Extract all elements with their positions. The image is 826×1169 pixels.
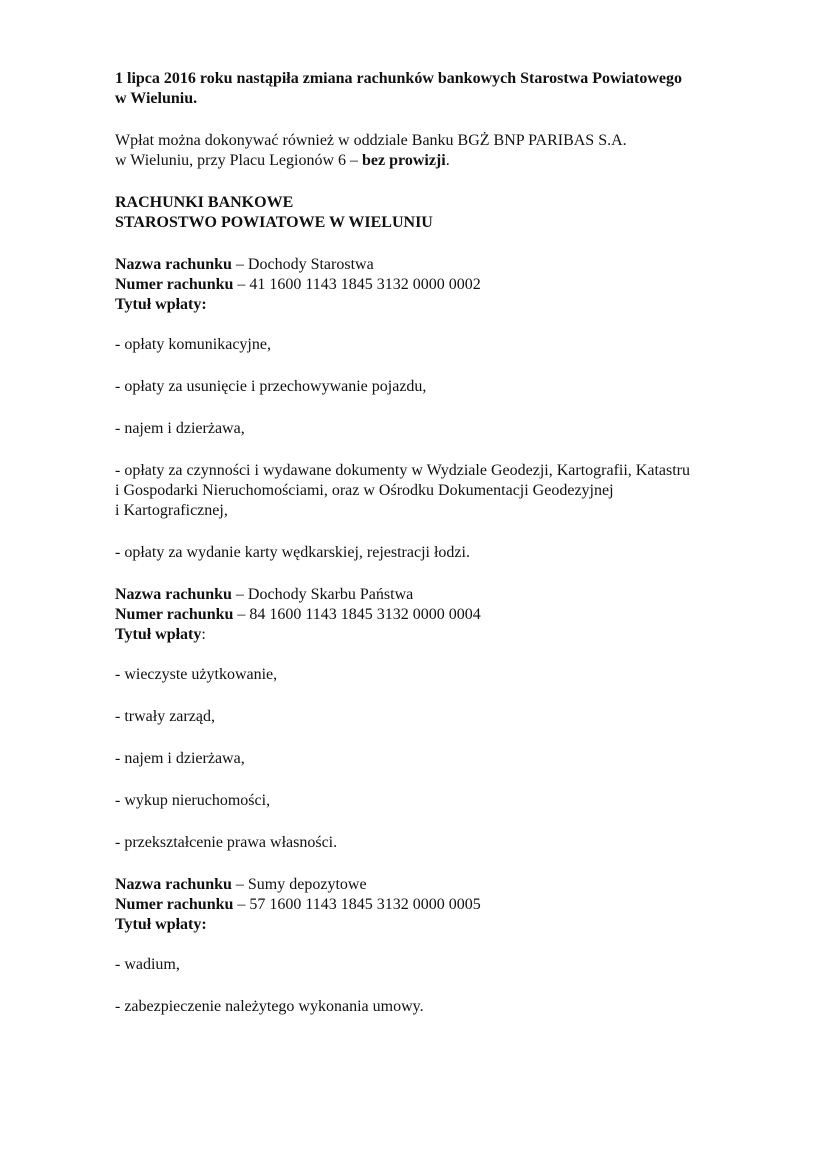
intro-note-line-2 bbox=[115, 151, 775, 171]
account-name bbox=[115, 875, 775, 895]
intro-note bbox=[115, 131, 775, 171]
account-block-2 bbox=[115, 585, 775, 853]
list-item: - opłaty za czynności i wydawane dokumenty w Wydziale Geodezji, Kartografii, Katastru i Gospodarki Nieruchomościami, oraz w Ośrodku Dokumentacji Geodezyjnej i Kartograficznej, bbox=[115, 462, 690, 519]
account-number bbox=[115, 605, 775, 625]
payment-title-label: Tytuł wpłaty: bbox=[115, 296, 207, 313]
payment-title-label: Tytuł wpłaty: bbox=[115, 916, 207, 933]
account-name-label: Nazwa rachunku bbox=[115, 256, 232, 273]
account-number bbox=[115, 895, 775, 915]
account-name bbox=[115, 585, 775, 605]
account-number-label: Numer rachunku bbox=[115, 606, 234, 623]
list-item: - przekształcenie prawa własności. bbox=[115, 834, 338, 851]
list-item: - opłaty komunikacyjne, bbox=[115, 336, 271, 353]
section-heading-line-2: STAROSTWO POWIATOWE W WIELUNIU bbox=[115, 214, 433, 231]
payment-title-label: Tytuł wpłaty: bbox=[115, 626, 206, 643]
account-number-value: – 57 1600 1143 1845 3132 0000 0005 bbox=[233, 896, 481, 913]
account-number-label: Numer rachunku bbox=[115, 276, 234, 293]
list-item: - najem i dzierżawa, bbox=[115, 420, 245, 437]
list-item: - trwały zarząd, bbox=[115, 708, 215, 725]
account-number-value: – 84 1600 1143 1845 3132 0000 0004 bbox=[233, 606, 481, 623]
account-name-label: Nazwa rachunku bbox=[115, 876, 232, 893]
account-name-value: – Sumy depozytowe bbox=[231, 876, 367, 893]
account-name bbox=[115, 255, 775, 275]
list-item: - zabezpieczenie należytego wykonania umowy. bbox=[115, 998, 424, 1015]
list-item: - wykup nieruchomości, bbox=[115, 792, 271, 809]
account-name-value: – Dochody Skarbu Państwa bbox=[231, 586, 414, 603]
intro-note-line-2-prefix: w Wieluniu, przy Placu Legionów 6 – bbox=[115, 152, 363, 169]
list-item: - najem i dzierżawa, bbox=[115, 750, 245, 767]
list-item: - opłaty za wydanie karty wędkarskiej, rejestracji łodzi. bbox=[115, 544, 470, 561]
account-name-label: Nazwa rachunku bbox=[115, 586, 232, 603]
section-heading bbox=[115, 193, 775, 233]
intro-heading-line-2: w Wieluniu. bbox=[115, 90, 198, 107]
document-page bbox=[115, 69, 775, 1017]
section-heading-line-1: RACHUNKI BANKOWE bbox=[115, 194, 294, 211]
intro-heading-line-1: 1 lipca 2016 roku nastąpiła zmiana rachunków bankowych Starostwa Powiatowego bbox=[115, 70, 683, 87]
intro-heading bbox=[115, 69, 775, 109]
account-number-label: Numer rachunku bbox=[115, 896, 234, 913]
list-item: - opłaty za usunięcie i przechowywanie pojazdu, bbox=[115, 378, 427, 395]
intro-note-line-1: Wpłat można dokonywać również w oddziale Banku BGŻ BNP PARIBAS S.A. bbox=[115, 132, 627, 149]
account-name-value: – Dochody Starostwa bbox=[231, 256, 374, 273]
list-item: - wieczyste użytkowanie, bbox=[115, 666, 278, 683]
account-number-value: – 41 1600 1143 1845 3132 0000 0002 bbox=[233, 276, 481, 293]
list-item: - wadium, bbox=[115, 956, 180, 973]
intro-note-line-2-suffix: . bbox=[445, 152, 450, 169]
account-number bbox=[115, 275, 775, 295]
intro-note-no-fee: bez prowizji bbox=[362, 152, 446, 169]
account-block-3 bbox=[115, 875, 775, 1017]
account-block-1 bbox=[115, 255, 775, 563]
